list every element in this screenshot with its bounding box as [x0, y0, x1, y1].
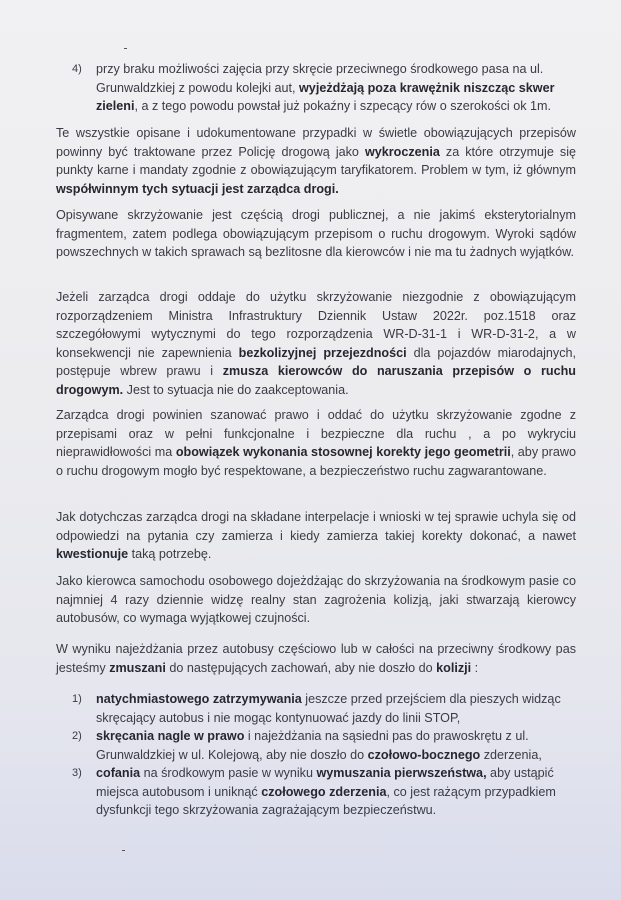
text: i najeżdżania na sąsiedni pas do prawoskrętu z ul. Grunwaldzkiej w ul. Kolejową, aby nie doszło do [96, 729, 529, 762]
bold-text: bezkolizyjnej przejezdności [238, 345, 407, 360]
text: zderzenia, [480, 747, 542, 762]
list-item-1 [72, 690, 580, 727]
bold-text: cofania [96, 766, 141, 780]
text: Opisywane skrzyżowanie jest częścią drogi publicznej, a nie jakimś eksterytorialnym fragmentem, zatem podlega obowiązującym przepisom o ruchu drogowym. Wyroki sądów powszechnych w takich sprawach są bezlitosne dla kierowców i nie ma tu żadnych wyjątków. [56, 208, 576, 260]
bold-text: wyjeżdżają poza krawężnik niszcząc skwer zieleni [96, 80, 555, 114]
bold-text: zmusza kierowców do naruszania przepisów o ruchu drogowym. [56, 364, 577, 397]
ink-mark [124, 48, 127, 49]
paragraph-6 [56, 572, 576, 628]
ink-mark [122, 850, 125, 851]
list-number: 2) [72, 730, 82, 742]
paragraph-4 [56, 406, 576, 480]
bold-text: natychmiastowego zatrzymywania [96, 692, 302, 706]
paragraph-1 [56, 124, 576, 198]
paragraph-7 [56, 640, 576, 677]
text: , co jest rażącym przypadkiem dysfunkcji tego skrzyżowania zagrażającym bezpieczeństwu. [96, 784, 556, 818]
list-item-2 [72, 727, 580, 764]
text: W wyniku najeżdżania przez autobusy częściowo lub w całości na przeciwny środkowy pas jesteśmy [56, 642, 576, 675]
paragraph-5 [56, 508, 576, 564]
text: za które otrzymuje się punkty karne i mandaty zgodnie z obowiązującym taryfikatorem. Problem w tym, iż głównym [56, 144, 576, 178]
list-number: 3) [72, 767, 82, 779]
bold-text: zmuszani [109, 660, 166, 675]
text: jeszcze przed przejściem dla pieszych widząc skręcający autobus i nie mogąc kontynuować jazdy do linii STOP, [96, 692, 561, 725]
text: do następujących zachowań, aby nie doszło do [165, 660, 437, 675]
bold-text: wykroczenia [364, 144, 440, 159]
text: Jako kierowca samochodu osobowego dojeżdżając do skrzyżowania na środkowym pasie co najmniej 4 razy dziennie widzę realny stan zagrożenia kolizją, jaki stwarzają kierowcy autobusów, co wymaga wyjątkowej czujności. [56, 574, 576, 626]
text: Jeżeli zarządca drogi oddaje do użytku skrzyżowanie niezgodnie z obowiązującym rozporządzeniem Ministra Infrastruktury Dziennik Ustaw 2022r. poz.1518 oraz szczegółowymi wytycznymi do tego rozporządzenia WR-D-31-1 i WR-D-31-2, a w konsekwencji nie zapewnienia [56, 290, 576, 360]
list-number: 4) [72, 63, 82, 75]
list-item-3 [72, 764, 580, 820]
text: przy braku możliwości zajęcia przy skręcie przeciwnego środkowego pasa na ul. Grunwaldzkiej z powodu kolejki aut, [96, 62, 544, 95]
bold-text: skręcania nagle w prawo [96, 729, 245, 743]
list-item-4 [72, 60, 566, 116]
bold-text: kolizji [436, 660, 472, 675]
text: Zarządca drogi powinien szanować prawo i oddać do użytku skrzyżowanie zgodne z przepisami oraz w pełni funkcjonalne i bezpieczne dla ruchu , a po wykryciu nieprawidłowości ma [56, 408, 576, 460]
bold-text: czołowo-bocznego [367, 747, 481, 762]
text: dla pojazdów miarodajnych, postępuje wbrew prawu i [56, 345, 576, 379]
text: aby ustąpić miejsca autobusom i uniknąć [96, 766, 554, 799]
text: , a z tego powodu powstał już pokaźny i szpecący rów o szerokości ok 1m. [134, 99, 551, 114]
text: Jest to sytuacja nie do zaakceptowania. [123, 382, 349, 397]
text: na środkowym pasie w wyniku [140, 766, 317, 780]
text: taką potrzebę. [128, 547, 212, 562]
bold-text: wymuszania pierwszeństwa, [316, 766, 487, 780]
bold-text: współwinnym tych sytuacji jest zarządca drogi. [56, 181, 339, 196]
paragraph-2 [56, 206, 576, 262]
bold-text: obowiązek wykonania stosownej korekty jego geometrii [175, 445, 511, 460]
paragraph-3 [56, 288, 576, 400]
text: , aby prawo o ruchu drogowym mogło być respektowane, a bezpieczeństwo ruchu zagwarantowane. [56, 445, 576, 478]
text: Jak dotychczas zarządca drogi na składane interpelacje i wnioski w tej sprawie uchyla się od odpowiedzi na pytania czy zamierza i kiedy zamierza takiej korekty dokonać, a nawet [56, 510, 576, 543]
text: : [471, 660, 479, 675]
list-number: 1) [72, 693, 82, 705]
text: Te wszystkie opisane i udokumentowane przypadki w świetle obowiązujących przepisów powinny być traktowane przez Policję drogową jako [56, 126, 576, 159]
bold-text: kwestionuje [56, 547, 129, 562]
bold-text: czołowego zderzenia [261, 784, 387, 799]
